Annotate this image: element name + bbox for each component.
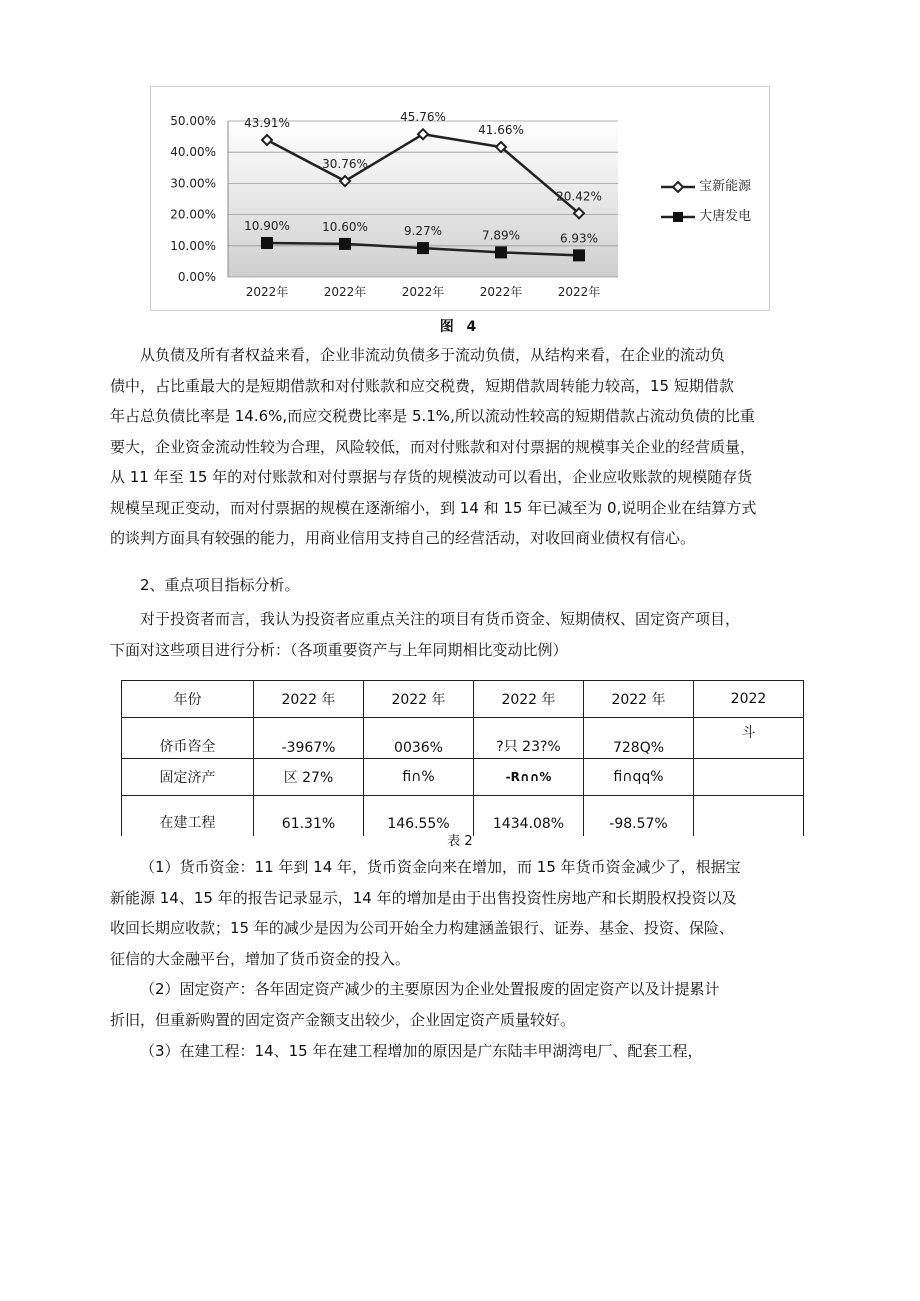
x-tick-label: 2022年 — [401, 285, 445, 299]
x-tick-label: 2022年 — [479, 285, 523, 299]
table-header-row — [122, 681, 804, 718]
data-label: 6.93% — [559, 231, 599, 246]
table-cell: fi∩% — [364, 759, 474, 796]
y-tick-label: 40.00% — [170, 145, 216, 160]
line-chart — [150, 86, 770, 311]
x-tick-label: 2022年 — [323, 285, 367, 299]
text-line: 下面对这些项目进行分析：（各项重要资产与上年同期相比变动比例） — [110, 640, 568, 659]
data-label: 7.89% — [481, 228, 521, 243]
data-label: 41.66% — [478, 123, 524, 138]
y-tick-label: 50.00% — [170, 114, 216, 128]
data-point — [495, 246, 507, 258]
figure-caption: 图 4 — [439, 319, 481, 335]
diamond-marker-icon — [661, 181, 695, 193]
table-cell: 斗 — [694, 718, 804, 759]
y-tick-label: 20.00% — [170, 207, 216, 222]
legend-label: 大唐发电 — [699, 209, 752, 224]
table-cell: 区 27% — [254, 759, 364, 796]
table-header-cell: 年份 — [122, 681, 254, 718]
data-point — [573, 249, 585, 261]
table-caption: 表 2 — [447, 834, 473, 849]
data-label: 20.42% — [556, 189, 602, 204]
data-label: 45.76% — [400, 110, 446, 125]
table-header-cell: 2022 年 — [364, 681, 474, 718]
x-tick-label: 2022年 — [245, 285, 289, 299]
table-header-cell: 2022 年 — [474, 681, 584, 718]
text-line: 从 11 年至 15 年的对付账款和对付票据与存货的规模波动可以看出，企业应收账款的规模随存货 — [110, 468, 753, 486]
table-cell — [694, 759, 804, 796]
table-cell: 0036% — [364, 718, 474, 759]
text-line: 要大，企业资金流动性较为合理，风险较低，而对付账款和对付票据的规模事关企业的经营质量， — [110, 437, 756, 456]
table-header-cell: 2022 年 — [254, 681, 364, 718]
data-label: 10.60% — [322, 219, 368, 234]
table-row — [122, 718, 804, 759]
paragraph-investors — [110, 604, 830, 665]
paragraph-fixed-assets — [110, 974, 830, 1035]
square-marker-icon — [661, 211, 695, 223]
table-cell: 61.31% — [254, 796, 364, 837]
table-cell: ?只 23?% — [474, 718, 584, 759]
text-line: 折旧，但重新购置的固定资产金额支出较少，企业固定资产质量较好。 — [110, 1010, 576, 1029]
section-heading: 2、重点项目指标分析。 — [140, 576, 300, 594]
y-tick-label: 0.00% — [177, 270, 216, 284]
text-line: 债中，占比重最大的是短期借款和对付账款和应交税费，短期借款周转能力较高，15 短期借款 — [110, 376, 734, 395]
text-line: 年占总负债比率是 14.6%,而应交税费比率是 5.1%,所以流动性较高的短期借款占流动负债的比重 — [110, 407, 755, 425]
table-header-cell: 2022 年 — [584, 681, 694, 718]
text-line: （2）固定资产：各年固定资产减少的主要原因为企业处置报废的固定资产以及计提累计 — [140, 980, 720, 998]
legend-item-series-2 — [661, 205, 751, 224]
text-line: 对于投资者而言，我认为投资者应重点关注的项目有货币资金、短期债权、固定资产项目， — [140, 610, 741, 628]
data-label: 30.76% — [322, 157, 368, 172]
paragraph-liabilities — [110, 340, 830, 554]
table-cell: 1434.08% — [474, 796, 584, 837]
table-cell: fi∩qq% — [584, 759, 694, 796]
table-cell: 侪币咨全 — [122, 718, 254, 759]
legend-item-series-1 — [661, 175, 751, 194]
table-cell: -98.57% — [584, 796, 694, 837]
table-cell: -3967% — [254, 718, 364, 759]
table-row — [122, 759, 804, 796]
text-line: 从负债及所有者权益来看，企业非流动负债多于流动负债，从结构来看，在企业的流动负 — [140, 346, 726, 364]
table-cell: 146.55% — [364, 796, 474, 837]
text-line: （3）在建工程：14、15 年在建工程增加的原因是广东陆丰甲湖湾电厂、配套工程， — [140, 1042, 703, 1060]
legend-label: 宝新能源 — [699, 179, 752, 194]
table-cell: 在建工程 — [122, 796, 254, 837]
paragraph-monetary-funds — [110, 852, 830, 974]
text-line: 的谈判方面具有较强的能力，用商业信用支持自己的经营活动，对收回商业债权有信心。 — [110, 529, 696, 547]
data-point — [261, 237, 273, 249]
asset-change-table — [121, 680, 804, 836]
text-line: 收回长期应收款；15 年的减少是因为公司开始全力构建涵盖银行、证券、基金、投资、保险、 — [110, 919, 734, 937]
text-line: 新能源 14、15 年的报告记录显示，14 年的增加是由于出售投资性房地产和长期股权投资以及 — [110, 888, 737, 907]
data-label: 9.27% — [403, 224, 443, 239]
data-point — [417, 242, 429, 254]
x-tick-label: 2022年 — [557, 285, 601, 299]
paragraph-construction — [110, 1036, 830, 1067]
data-label: 43.91% — [244, 116, 290, 131]
data-label: 10.90% — [244, 218, 290, 233]
data-point — [339, 238, 351, 250]
table-header-cell: 2022 — [694, 681, 804, 718]
y-tick-label: 10.00% — [170, 238, 216, 253]
text-line: 征信的大金融平台，增加了货币资金的投入。 — [110, 949, 411, 968]
table-cell: 728Q% — [584, 718, 694, 759]
table-cell: 固定济产 — [122, 759, 254, 796]
table-cell: -R∩∩% — [474, 759, 584, 796]
text-line: （1）货币资金：11 年到 14 年，货币资金向来在增加，而 15 年货币资金减少了，根据宝 — [140, 858, 741, 876]
y-tick-label: 30.00% — [170, 176, 216, 191]
text-line: 规模呈现正变动，而对付票据的规模在逐渐缩小，到 14 和 15 年已减至为 0,说明企业在结算方式 — [110, 498, 757, 517]
chart-canvas — [151, 87, 769, 310]
